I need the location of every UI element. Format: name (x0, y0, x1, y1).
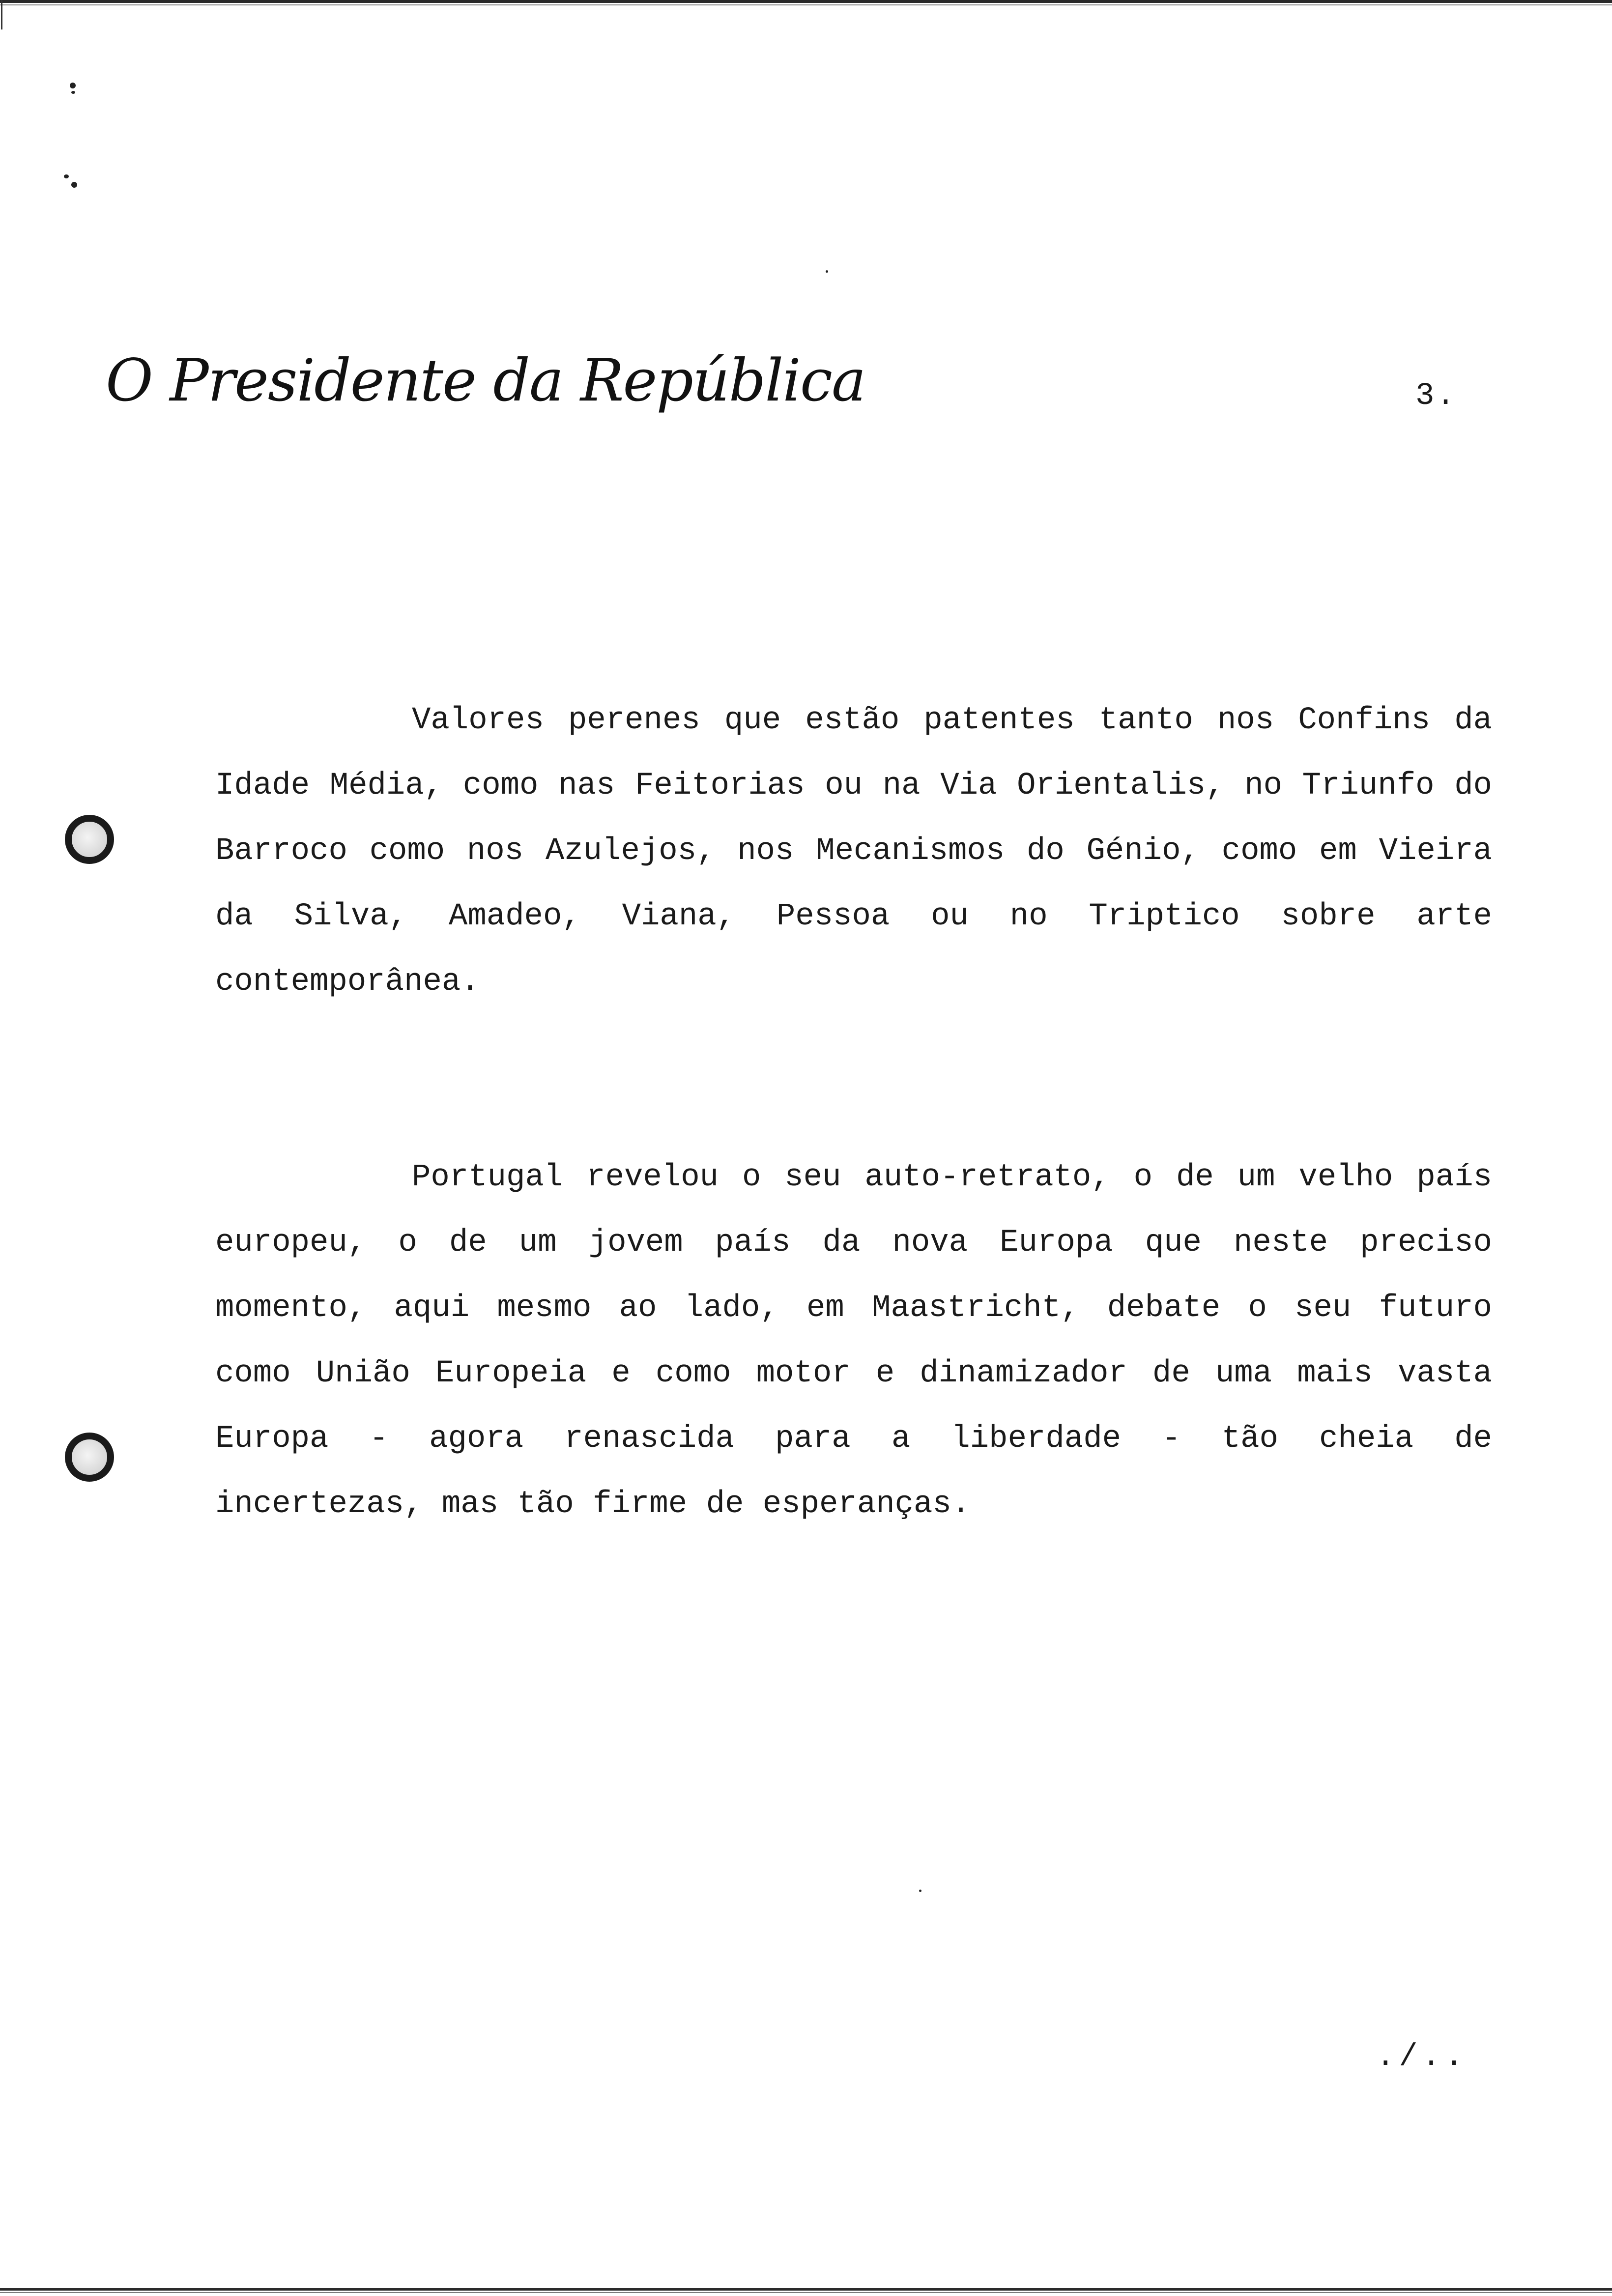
punch-hole-icon (65, 1433, 114, 1482)
scan-speck (919, 1890, 921, 1892)
body-paragraph: Valores perenes que estão patentes tanto nos Confins da Idade Média, como nas Feitorias ou na Via Orientalis, no Triunfo do Barroco como nos Azulejos, nos Mecanismos do Génio, como em Vieira da Silva, Amadeo, Viana, Pessoa ou no Triptico sobre arte contemporânea. (215, 703, 1492, 1000)
scan-speck (71, 182, 77, 188)
scan-edge-bottom-thin (0, 2292, 1612, 2293)
page-number: 3. (1415, 378, 1457, 414)
scan-speck (826, 270, 828, 273)
scan-edge-top-thin (0, 4, 1612, 5)
scan-speck (64, 174, 69, 178)
punch-hole-icon (65, 815, 114, 864)
letterhead-script (106, 344, 865, 428)
scan-edge-left-mark (1, 0, 2, 29)
scan-speck (70, 83, 76, 88)
letterhead (106, 344, 865, 428)
body-paragraph: Portugal revelou o seu auto-retrato, o de um velho país europeu, o de um jovem país da nova Europa que neste preciso momento, aqui mesmo ao lado, em Maastricht, debate o seu futuro como União Europeia e como motor e dinamizador de uma mais vasta Europa - agora renascida para a liberdade - tão cheia de incertezas, mas tão firme de esperanças. (215, 1160, 1492, 1522)
scan-edge-bottom (0, 2288, 1612, 2291)
scan-edge-top (0, 0, 1612, 3)
scan-speck (71, 91, 75, 94)
letterhead-title: O Presidente da República (106, 346, 865, 414)
continued-mark: ./.. (1376, 2039, 1468, 2075)
